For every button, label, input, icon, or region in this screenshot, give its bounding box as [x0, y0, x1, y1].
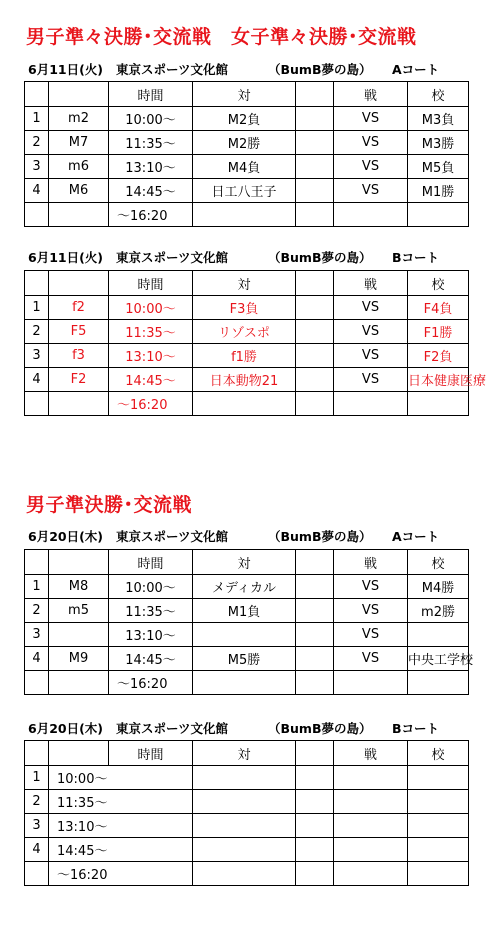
team-1: M2負 — [193, 107, 296, 131]
team-2: F4負 — [408, 296, 469, 320]
team-2: F2負 — [408, 344, 469, 368]
empty-cell — [334, 671, 408, 695]
header-cell — [25, 82, 49, 107]
end-time: ～16:20 — [109, 671, 193, 695]
team-2: 中央工学校 — [408, 647, 469, 671]
table-row — [25, 599, 469, 623]
empty-cell — [193, 203, 296, 227]
header-school: 校 — [408, 271, 469, 296]
spacer-cell — [296, 344, 334, 368]
venue-court: Aコート — [392, 62, 440, 77]
header-time: 時間 — [109, 741, 193, 766]
match-time: 14:45～ — [109, 368, 193, 392]
spacer-cell — [296, 107, 334, 131]
team-2: m2勝 — [408, 599, 469, 623]
vs-label: VS — [334, 107, 408, 131]
table-header-row — [25, 741, 469, 766]
match-time: 11:35～ — [49, 790, 193, 814]
header-vs-1: 対 — [193, 550, 296, 575]
team-2: M4勝 — [408, 575, 469, 599]
team-1: f1勝 — [193, 344, 296, 368]
table-row — [25, 320, 469, 344]
venue-sub: （BumB夢の島） — [268, 529, 372, 544]
venue-line — [28, 60, 439, 78]
row-number: 3 — [25, 155, 49, 179]
match-id: M6 — [49, 179, 109, 203]
header-time: 時間 — [109, 271, 193, 296]
header-cell — [49, 550, 109, 575]
match-id: F2 — [49, 368, 109, 392]
table-row-end — [25, 671, 469, 695]
end-time: ～16:20 — [109, 392, 193, 416]
team-2 — [408, 814, 469, 838]
match-time: 11:35～ — [109, 320, 193, 344]
table-row — [25, 368, 469, 392]
empty-cell — [49, 203, 109, 227]
team-2: M3勝 — [408, 131, 469, 155]
match-id: M8 — [49, 575, 109, 599]
team-1: 日本動物21 — [193, 368, 296, 392]
header-cell — [25, 271, 49, 296]
team-2: M3負 — [408, 107, 469, 131]
vs-label: VS — [334, 368, 408, 392]
header-time: 時間 — [109, 82, 193, 107]
venue-date: 6月11日(火) — [28, 62, 104, 77]
header-vs-1: 対 — [193, 271, 296, 296]
empty-cell — [193, 862, 296, 886]
table-header-row — [25, 271, 469, 296]
empty-cell — [193, 392, 296, 416]
match-id: m2 — [49, 107, 109, 131]
schedule-table-0611-a — [24, 81, 469, 227]
end-time: ～16:20 — [49, 862, 193, 886]
team-2 — [408, 623, 469, 647]
header-vs-2: 戦 — [334, 550, 408, 575]
empty-cell — [25, 862, 49, 886]
team-2: M1勝 — [408, 179, 469, 203]
vs-label — [334, 814, 408, 838]
venue-hall: 東京スポーツ文化館 — [116, 721, 229, 736]
empty-cell — [49, 392, 109, 416]
venue-line — [28, 527, 439, 545]
table-row — [25, 296, 469, 320]
team-1 — [193, 766, 296, 790]
schedule-table-0620-a — [24, 549, 474, 695]
row-number: 3 — [25, 623, 49, 647]
team-1: M5勝 — [193, 647, 296, 671]
row-number: 2 — [25, 131, 49, 155]
section-title: 男子準々決勝･交流戦 女子準々決勝･交流戦 — [26, 26, 417, 48]
row-number: 1 — [25, 107, 49, 131]
header-school: 校 — [408, 741, 469, 766]
header-cell — [296, 82, 334, 107]
row-number: 1 — [25, 296, 49, 320]
venue-line — [28, 248, 439, 266]
team-2 — [408, 790, 469, 814]
header-cell — [49, 271, 109, 296]
spacer-cell — [296, 155, 334, 179]
team-1: M1負 — [193, 599, 296, 623]
row-number: 2 — [25, 599, 49, 623]
table-row — [25, 838, 469, 862]
schedule-table-0611-b — [24, 270, 487, 416]
match-time: 13:10～ — [109, 623, 193, 647]
empty-cell — [296, 671, 334, 695]
team-1 — [193, 814, 296, 838]
venue-court: Bコート — [392, 250, 440, 265]
spacer-cell — [296, 599, 334, 623]
match-time: 10:00～ — [109, 296, 193, 320]
empty-cell — [408, 862, 469, 886]
venue-sub: （BumB夢の島） — [268, 721, 372, 736]
spacer-cell — [296, 368, 334, 392]
match-time: 11:35～ — [109, 599, 193, 623]
table-row — [25, 647, 469, 671]
venue-date: 6月20日(木) — [28, 721, 104, 736]
empty-cell — [408, 671, 469, 695]
match-id: f2 — [49, 296, 109, 320]
header-vs-1: 対 — [193, 741, 296, 766]
team-1: リゾスポ — [193, 320, 296, 344]
match-id: M7 — [49, 131, 109, 155]
match-time: 11:35～ — [109, 131, 193, 155]
empty-cell — [193, 671, 296, 695]
spacer-cell — [296, 838, 334, 862]
spacer-cell — [296, 766, 334, 790]
table-row — [25, 575, 469, 599]
venue-court: Aコート — [392, 529, 440, 544]
empty-cell — [25, 392, 49, 416]
match-id: m5 — [49, 599, 109, 623]
table-row-end — [25, 392, 469, 416]
header-cell — [49, 82, 109, 107]
venue-sub: （BumB夢の島） — [268, 250, 372, 265]
empty-cell — [334, 862, 408, 886]
venue-date: 6月20日(木) — [28, 529, 104, 544]
match-id: f3 — [49, 344, 109, 368]
venue-hall: 東京スポーツ文化館 — [116, 529, 229, 544]
match-time: 10:00～ — [109, 575, 193, 599]
venue-hall: 東京スポーツ文化館 — [116, 62, 229, 77]
table-header-row — [25, 82, 469, 107]
row-number: 1 — [25, 575, 49, 599]
team-1 — [193, 790, 296, 814]
spacer-cell — [296, 320, 334, 344]
vs-label: VS — [334, 344, 408, 368]
empty-cell — [408, 392, 469, 416]
match-time: 14:45～ — [49, 838, 193, 862]
header-school: 校 — [408, 82, 469, 107]
table-row — [25, 623, 469, 647]
table-row-end — [25, 203, 469, 227]
vs-label: VS — [334, 131, 408, 155]
empty-cell — [25, 671, 49, 695]
header-vs-2: 戦 — [334, 82, 408, 107]
table-row — [25, 155, 469, 179]
vs-label: VS — [334, 155, 408, 179]
match-id: F5 — [49, 320, 109, 344]
header-vs-1: 対 — [193, 82, 296, 107]
empty-cell — [296, 862, 334, 886]
venue-line — [28, 719, 439, 737]
match-id — [49, 623, 109, 647]
match-time: 14:45～ — [109, 647, 193, 671]
match-time: 13:10～ — [109, 344, 193, 368]
venue-date: 6月11日(火) — [28, 250, 104, 265]
vs-label: VS — [334, 179, 408, 203]
section-title: 男子準決勝･交流戦 — [26, 494, 193, 516]
table-row — [25, 766, 469, 790]
venue-sub: （BumB夢の島） — [268, 62, 372, 77]
table-row — [25, 344, 469, 368]
spacer-cell — [296, 790, 334, 814]
header-cell — [296, 741, 334, 766]
venue-court: Bコート — [392, 721, 440, 736]
spacer-cell — [296, 131, 334, 155]
vs-label: VS — [334, 647, 408, 671]
team-1: メディカル — [193, 575, 296, 599]
header-cell — [49, 741, 109, 766]
row-number: 4 — [25, 179, 49, 203]
match-id: m6 — [49, 155, 109, 179]
vs-label — [334, 838, 408, 862]
table-header-row — [25, 550, 469, 575]
header-cell — [25, 550, 49, 575]
vs-label: VS — [334, 623, 408, 647]
empty-cell — [334, 392, 408, 416]
row-number: 4 — [25, 368, 49, 392]
vs-label: VS — [334, 575, 408, 599]
spacer-cell — [296, 296, 334, 320]
vs-label: VS — [334, 599, 408, 623]
vs-label: VS — [334, 296, 408, 320]
header-cell — [25, 741, 49, 766]
empty-cell — [334, 203, 408, 227]
team-2: 日本健康医療 — [408, 368, 469, 392]
match-time: 14:45～ — [109, 179, 193, 203]
vs-label — [334, 790, 408, 814]
team-1 — [193, 838, 296, 862]
header-cell — [296, 550, 334, 575]
spacer-cell — [296, 179, 334, 203]
header-vs-2: 戦 — [334, 741, 408, 766]
match-id: M9 — [49, 647, 109, 671]
empty-cell — [408, 203, 469, 227]
row-number: 4 — [25, 647, 49, 671]
spacer-cell — [296, 623, 334, 647]
table-row — [25, 107, 469, 131]
vs-label: VS — [334, 320, 408, 344]
team-2: M5負 — [408, 155, 469, 179]
row-number: 2 — [25, 790, 49, 814]
schedule-table-0620-b — [24, 740, 469, 886]
team-1: M2勝 — [193, 131, 296, 155]
spacer-cell — [296, 647, 334, 671]
header-cell — [296, 271, 334, 296]
vs-label — [334, 766, 408, 790]
table-row — [25, 790, 469, 814]
row-number: 4 — [25, 838, 49, 862]
empty-cell — [25, 203, 49, 227]
spacer-cell — [296, 814, 334, 838]
spacer-cell — [296, 575, 334, 599]
team-1 — [193, 623, 296, 647]
header-vs-2: 戦 — [334, 271, 408, 296]
empty-cell — [296, 203, 334, 227]
end-time: ～16:20 — [109, 203, 193, 227]
venue-hall: 東京スポーツ文化館 — [116, 250, 229, 265]
team-1: F3負 — [193, 296, 296, 320]
table-row-end — [25, 862, 469, 886]
table-row — [25, 131, 469, 155]
table-row — [25, 179, 469, 203]
table-row — [25, 814, 469, 838]
team-2 — [408, 838, 469, 862]
match-time: 13:10～ — [49, 814, 193, 838]
row-number: 3 — [25, 814, 49, 838]
match-time: 10:00～ — [49, 766, 193, 790]
team-1: 日工八王子 — [193, 179, 296, 203]
team-2: F1勝 — [408, 320, 469, 344]
team-2 — [408, 766, 469, 790]
empty-cell — [49, 671, 109, 695]
row-number: 1 — [25, 766, 49, 790]
row-number: 3 — [25, 344, 49, 368]
header-time: 時間 — [109, 550, 193, 575]
header-school: 校 — [408, 550, 469, 575]
match-time: 13:10～ — [109, 155, 193, 179]
empty-cell — [296, 392, 334, 416]
row-number: 2 — [25, 320, 49, 344]
team-1: M4負 — [193, 155, 296, 179]
match-time: 10:00～ — [109, 107, 193, 131]
